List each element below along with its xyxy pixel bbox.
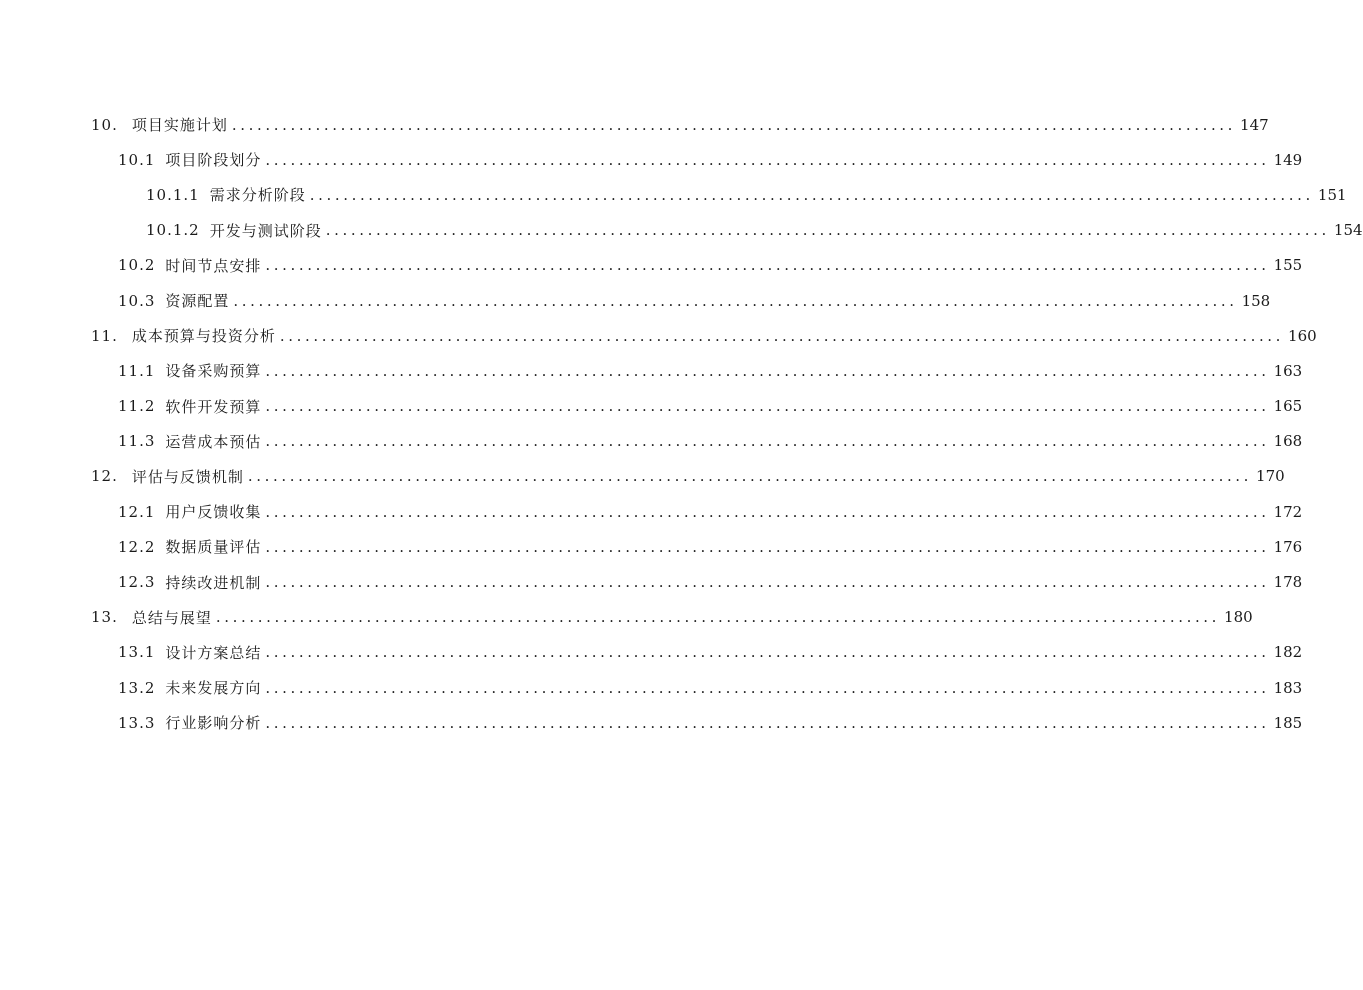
toc-entry-page: 160	[1288, 326, 1317, 345]
dot-leader: ........................................................................................................................	[279, 326, 1285, 345]
toc-entry[interactable]	[0, 107, 1269, 142]
toc-entry-page: 151	[1317, 185, 1347, 204]
dot-leader: ........................................................................................................................	[325, 221, 1330, 240]
toc-entry-title: 需求分析阶段	[209, 186, 306, 205]
toc-entry-title: 未来发展方向	[165, 679, 262, 698]
toc-entry-number: 13.1	[118, 643, 156, 662]
toc-entry-number: 12.3	[118, 573, 156, 592]
toc-entry-title: 总结与展望	[131, 608, 212, 627]
toc-entry-title: 行业影响分析	[165, 714, 262, 733]
dot-leader: ........................................................................................................................	[265, 502, 1270, 521]
dot-leader: ........................................................................................................................	[265, 537, 1270, 556]
toc-entry[interactable]	[0, 177, 1347, 212]
toc-entry-number: 12.	[91, 467, 118, 486]
toc-entry[interactable]	[0, 705, 1303, 740]
dot-leader: ........................................................................................................................	[231, 115, 1237, 134]
toc-entry[interactable]	[0, 670, 1303, 705]
toc-entry[interactable]	[0, 213, 1363, 248]
toc-entry-title: 设计方案总结	[165, 643, 262, 662]
toc-entry-number: 13.	[91, 608, 118, 627]
toc-entry-number: 13.2	[118, 678, 156, 697]
toc-entry-page: 178	[1273, 573, 1303, 592]
dot-leader: ........................................................................................................................	[265, 643, 1270, 662]
dot-leader: ........................................................................................................................	[265, 573, 1270, 592]
toc-entry-page: 149	[1273, 150, 1303, 169]
toc-entry-title: 资源配置	[165, 292, 230, 311]
toc-entry-page: 180	[1224, 608, 1253, 627]
toc-entry-number: 10.3	[118, 291, 156, 310]
toc-entry-title: 持续改进机制	[165, 573, 262, 592]
dot-leader: ........................................................................................................................	[265, 432, 1270, 451]
toc-entry-number: 11.3	[118, 432, 156, 451]
dot-leader: ........................................................................................................................	[265, 256, 1270, 275]
toc-entry-number: 10.	[91, 115, 118, 134]
toc-entry-number: 11.2	[118, 397, 156, 416]
toc-entry-title: 时间节点安排	[165, 256, 262, 275]
toc-entry[interactable]	[0, 283, 1271, 318]
dot-leader: ........................................................................................................................	[233, 291, 1238, 310]
toc-entry-number: 11.1	[118, 361, 156, 380]
toc-entry-number: 11.	[91, 326, 118, 345]
toc-entry[interactable]	[0, 353, 1303, 388]
toc-entry[interactable]	[0, 318, 1317, 353]
toc-entry-page: 158	[1241, 291, 1271, 310]
dot-leader: ........................................................................................................................	[265, 361, 1270, 380]
toc-entry-title: 开发与测试阶段	[209, 221, 322, 240]
toc-entry-title: 成本预算与投资分析	[131, 327, 276, 346]
toc-entry-number: 10.1	[118, 150, 156, 169]
dot-leader: ........................................................................................................................	[265, 713, 1270, 732]
toc-entry[interactable]	[0, 494, 1303, 529]
toc-entry-page: 176	[1273, 537, 1303, 556]
toc-entry-title: 项目实施计划	[131, 116, 228, 135]
dot-leader: ........................................................................................................................	[247, 467, 1253, 486]
dot-leader: ........................................................................................................................	[265, 397, 1270, 416]
toc-entry-title: 项目阶段划分	[165, 151, 262, 170]
toc-entry[interactable]	[0, 142, 1303, 177]
toc-entry-page: 163	[1273, 361, 1303, 380]
toc-entry-page: 185	[1273, 713, 1303, 732]
toc-entry-page: 154	[1333, 221, 1363, 240]
toc-entry-page: 168	[1273, 432, 1303, 451]
toc-entry-page: 147	[1240, 115, 1269, 134]
toc-entry-number: 12.2	[118, 537, 156, 556]
toc-entry[interactable]	[0, 424, 1303, 459]
dot-leader: ........................................................................................................................	[265, 150, 1270, 169]
toc-entry-number: 10.1.1	[146, 185, 200, 204]
toc-entry-title: 设备采购预算	[165, 362, 262, 381]
toc-entry[interactable]	[0, 529, 1303, 564]
toc-entry-page: 155	[1273, 256, 1303, 275]
toc-entry-title: 软件开发预算	[165, 397, 262, 416]
toc-entry[interactable]	[0, 248, 1303, 283]
toc-entry-page: 182	[1273, 643, 1303, 662]
toc-entry[interactable]	[0, 635, 1303, 670]
toc-entry[interactable]	[0, 459, 1285, 494]
toc-entry-number: 13.3	[118, 713, 156, 732]
toc-entry-page: 172	[1273, 502, 1303, 521]
toc-entry-title: 运营成本预估	[165, 432, 262, 451]
toc-entry[interactable]	[0, 564, 1303, 599]
toc-entry-number: 10.1.2	[146, 221, 200, 240]
table-of-contents	[0, 107, 1363, 740]
toc-entry[interactable]	[0, 600, 1253, 635]
toc-entry-title: 评估与反馈机制	[131, 467, 244, 486]
dot-leader: ........................................................................................................................	[215, 608, 1221, 627]
toc-entry-title: 数据质量评估	[165, 538, 262, 557]
toc-entry-page: 170	[1256, 467, 1285, 486]
toc-entry-number: 10.2	[118, 256, 156, 275]
toc-entry-number: 12.1	[118, 502, 156, 521]
toc-entry[interactable]	[0, 389, 1303, 424]
toc-entry-title: 用户反馈收集	[165, 503, 262, 522]
dot-leader: ........................................................................................................................	[265, 678, 1270, 697]
toc-entry-page: 165	[1273, 397, 1303, 416]
toc-entry-page: 183	[1273, 678, 1303, 697]
dot-leader: ........................................................................................................................	[309, 185, 1314, 204]
